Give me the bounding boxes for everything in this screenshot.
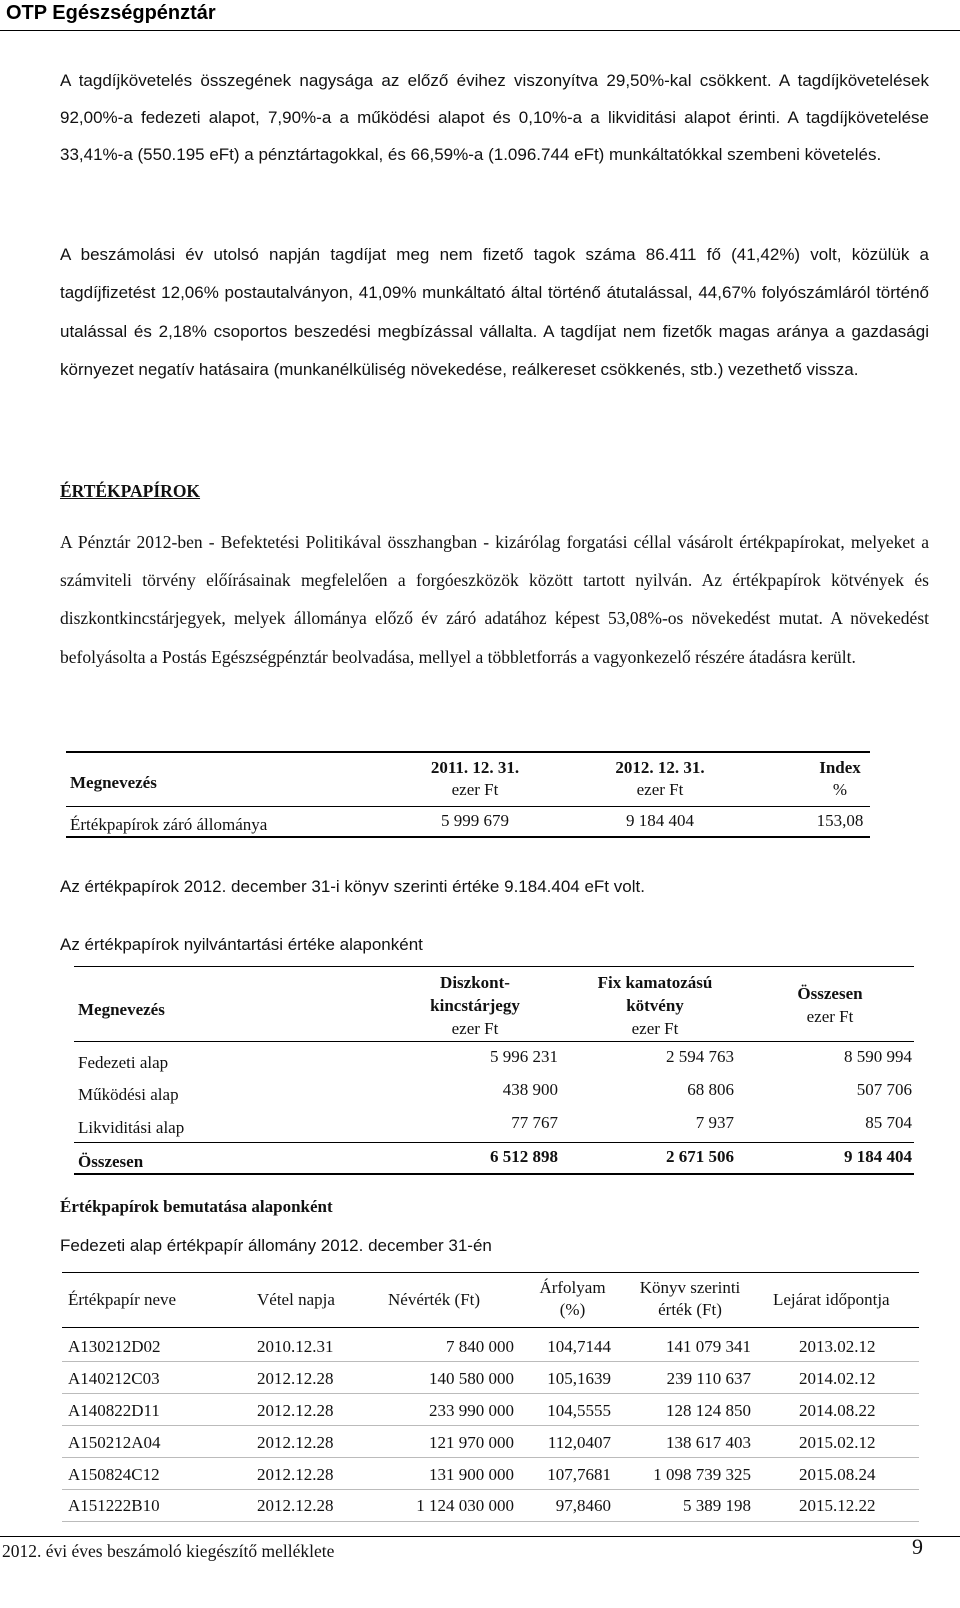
table-cell-fixed: 7 937: [695, 1113, 734, 1132]
table-cell-rate: 104,5555: [547, 1401, 611, 1420]
row-divider: [62, 1489, 919, 1490]
table-cell-maturity: 2015.12.22: [799, 1496, 876, 1515]
table-cell-nominal: 140 580 000: [429, 1369, 514, 1388]
table-cell-date: 2012.12.28: [257, 1401, 334, 1420]
table-cell-total: 8 590 994: [844, 1047, 912, 1066]
table-header-maturity: Lejárat időpontja: [773, 1290, 890, 1309]
table-header-unit: ezer Ft: [631, 1019, 679, 1038]
table-cell-maturity: 2014.02.12: [799, 1369, 876, 1388]
table-cell-name: A151222B10: [68, 1496, 160, 1515]
table-rule: [62, 1327, 919, 1328]
table-cell-rate: 105,1639: [547, 1369, 611, 1388]
page-header: [0, 0, 960, 31]
table-cell-total: 507 706: [856, 1080, 912, 1099]
paragraph-non-paying-members: A beszámolási év utolsó napján tagdíjat meg nem fizető tagok száma 86.411 fő (41,42%) volt, közülük a tagdíjfizetést 12,06% postautalványon, 41,09% munkáltató által történő átutalással, 44,67% folyószámláról történő utalással és 2,18% csoportos beszedési megbízással vállalta. A tagdíjat nem fizetők magas aránya a gazdasági környezet negatív hatásaira (munkanélküliség növekedése, reálkereset csökkenés, stb.) vezethető vissza.: [60, 245, 929, 379]
table-row-name: Értékpapírok záró állománya: [70, 815, 268, 834]
table-cell-nominal: 1 124 030 000: [416, 1496, 514, 1515]
table-cell-name: A130212D02: [68, 1337, 161, 1356]
row-divider: [62, 1457, 919, 1458]
table-header-unit: ezer Ft: [636, 780, 684, 799]
table-cell-rate: 97,8460: [555, 1496, 611, 1515]
table-cell-maturity: 2014.08.22: [799, 1401, 876, 1420]
table-cell-fixed: 68 806: [687, 1080, 734, 1099]
table-cell-book: 138 617 403: [666, 1433, 751, 1452]
section-title-securities: ÉRTÉKPAPÍROK: [60, 481, 201, 501]
table-header-book-value: Könyv szerinti: [639, 1278, 741, 1297]
table-row-name: Likviditási alap: [78, 1118, 185, 1137]
row-divider: [62, 1393, 919, 1394]
table-cell-nominal: 233 990 000: [429, 1401, 514, 1420]
table-header-unit: ezer Ft: [451, 780, 499, 799]
table-header-nominal: Névérték (Ft): [388, 1290, 481, 1309]
table-cell-nominal: 131 900 000: [429, 1465, 514, 1484]
table-cell-date: 2010.12.31: [257, 1337, 334, 1356]
table-rule: [74, 1041, 914, 1042]
table-header-name: Értékpapír neve: [68, 1290, 177, 1309]
table-cell-discount: 5 996 231: [490, 1047, 558, 1066]
footer-rule: [0, 1536, 960, 1537]
table-cell-nominal: 7 840 000: [446, 1337, 514, 1356]
table-cell-book: 141 079 341: [666, 1337, 751, 1356]
book-value-statement: Az értékpapírok 2012. december 31-i könyv szerinti értéke 9.184.404 eFt volt.: [60, 877, 645, 896]
table-header-rate-unit: (%): [559, 1300, 586, 1319]
table-cell-book: 1 098 739 325: [653, 1465, 751, 1484]
table-cell-nominal: 121 970 000: [429, 1433, 514, 1452]
subsection-caption: Fedezeti alap értékpapír állomány 2012. december 31-én: [60, 1236, 492, 1255]
table-header-unit: ezer Ft: [806, 1007, 854, 1026]
table-rule: [66, 836, 870, 838]
table-rule: [74, 966, 914, 967]
table-cell-name: A140212C03: [68, 1369, 160, 1388]
paragraph-contribution-receivables: A tagdíjkövetelés összegének nagysága az előző évihez viszonyítva 29,50%-kal csökkent. A tagdíjkövetelések 92,00%-a fedezeti alapot, 7,90%-a a működési alapot és 0,10%-a a likviditási alapot érinti. A tagdíjkövetelése 33,41%-a (550.195 eFt) a pénztártagokkal, és 66,59%-a (1.096.744 eFt) munkáltatókkal szembeni követelés.: [60, 71, 929, 164]
table-cell-maturity: 2015.02.12: [799, 1433, 876, 1452]
table-cell-index: 153,08: [816, 811, 864, 830]
table-header-unit: ezer Ft: [451, 1019, 499, 1038]
table-total-name: Összesen: [78, 1152, 144, 1171]
table-cell-name: A140822D11: [68, 1401, 160, 1420]
table-cell-name: A150824C12: [68, 1465, 160, 1484]
row-divider: [62, 1425, 919, 1426]
table-header-index: Index: [819, 758, 861, 777]
table-cell-discount: 77 767: [511, 1113, 558, 1132]
table-row-name: Fedezeti alap: [78, 1053, 169, 1072]
table-cell-date: 2012.12.28: [257, 1433, 334, 1452]
subsection-title: Értékpapírok bemutatása alaponként: [60, 1197, 333, 1216]
table-header-bond: kötvény: [626, 996, 684, 1015]
table-cell-maturity: 2013.02.12: [799, 1337, 876, 1356]
table-cell-2012: 9 184 404: [626, 811, 694, 830]
table-cell-date: 2012.12.28: [257, 1496, 334, 1515]
row-divider: [62, 1521, 919, 1522]
table-rule: [74, 1173, 914, 1175]
paragraph-securities: A Pénztár 2012-ben - Befektetési Politikával összhangban - kizárólag forgatási céllal vásárolt értékpapírokat, melyeket a számviteli törvény előírásainak megfelelően a forgóeszközök között tartott nyilván. Az értékpapírok kötvények és diszkontkincstárjegyek, melyek állománya előző év záró adatához képest 53,08%-os növekedést mutat. A növekedést befolyásolta a Postás Egészségpénztár beolvadása, mellyel a többletforrás a vagyonkezelő részére átadásra került.: [60, 532, 929, 667]
table-cell-rate: 104,7144: [547, 1337, 611, 1356]
header-title: OTP Egészségpénztár: [6, 2, 216, 24]
table-header-percent: %: [832, 780, 848, 799]
table-cell-date: 2012.12.28: [257, 1465, 334, 1484]
table-rule: [66, 806, 870, 807]
table-cell-date: 2012.12.28: [257, 1369, 334, 1388]
table-header-book-value-unit: érték (Ft): [658, 1300, 722, 1319]
table-cell-book: 5 389 198: [683, 1496, 751, 1515]
table-header-purchase-date: Vétel napja: [257, 1290, 335, 1309]
table-header-date-2011: 2011. 12. 31.: [430, 758, 520, 777]
table-cell-name: A150212A04: [68, 1433, 161, 1452]
table-header-name: Megnevezés: [78, 1000, 165, 1019]
table-cell-discount: 438 900: [502, 1080, 558, 1099]
table-header-total: Összesen: [797, 984, 863, 1003]
table2-caption: Az értékpapírok nyilvántartási értéke alaponként: [60, 935, 423, 954]
table-header-discount: Diszkont-: [440, 973, 510, 992]
table-rule: [74, 1142, 914, 1143]
table-cell-2011: 5 999 679: [441, 811, 509, 830]
table-rule: [66, 751, 870, 753]
table-cell-rate: 107,7681: [547, 1465, 611, 1484]
table-cell-total: 85 704: [865, 1113, 912, 1132]
table-cell-fixed: 2 594 763: [666, 1047, 734, 1066]
table-header-date-2012: 2012. 12. 31.: [615, 758, 705, 777]
table-total-fixed: 2 671 506: [666, 1147, 734, 1166]
table-cell-rate: 112,0407: [547, 1433, 611, 1452]
table-cell-maturity: 2015.08.24: [799, 1465, 876, 1484]
table-header-treasury-bill: kincstárjegy: [430, 996, 520, 1015]
footer-text: 2012. évi éves beszámoló kiegészítő melléklete: [2, 1541, 335, 1561]
table-row-name: Működési alap: [78, 1085, 179, 1104]
table-header-rate: Árfolyam: [539, 1278, 606, 1297]
table-rule: [62, 1272, 919, 1273]
row-divider: [62, 1361, 919, 1362]
table-header-name: Megnevezés: [70, 773, 157, 792]
table-header-fixed-rate: Fix kamatozású: [597, 973, 713, 992]
table-cell-book: 128 124 850: [666, 1401, 751, 1420]
table-total-total: 9 184 404: [844, 1147, 912, 1166]
table-cell-book: 239 110 637: [666, 1369, 751, 1388]
table-total-discount: 6 512 898: [490, 1147, 558, 1166]
page-number: 9: [912, 1534, 923, 1559]
